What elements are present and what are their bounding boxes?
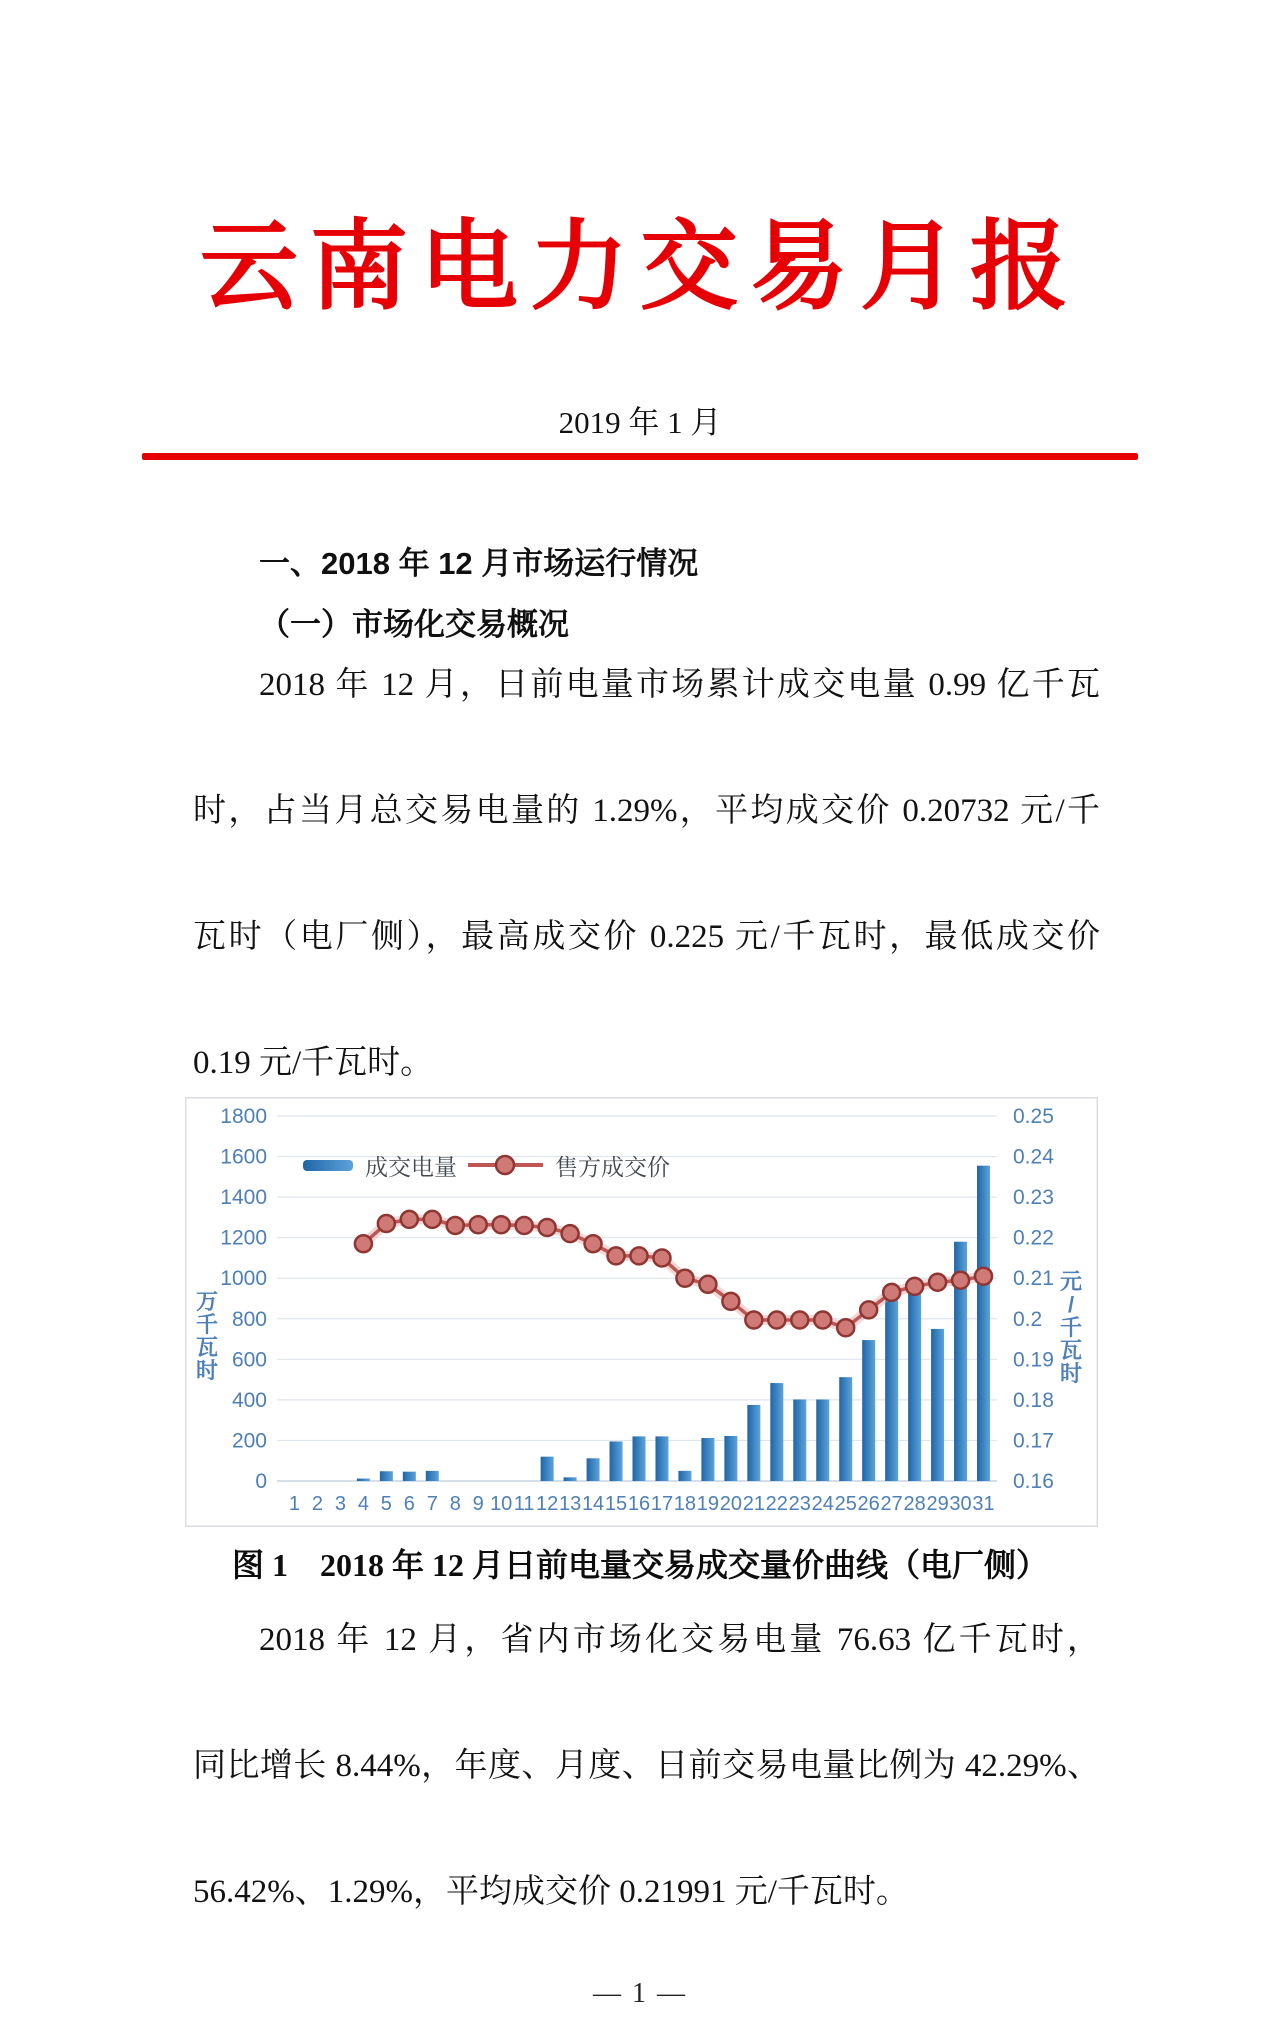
svg-text:2: 2 (311, 1493, 324, 1515)
svg-text:9: 9 (472, 1493, 484, 1515)
svg-text:4: 4 (357, 1493, 369, 1515)
svg-text:11: 11 (513, 1493, 535, 1515)
volume-bar (426, 1471, 439, 1481)
svg-text:27: 27 (880, 1493, 903, 1515)
report-page (0, 212, 1280, 2020)
svg-text:28: 28 (903, 1493, 926, 1515)
svg-text:0.23: 0.23 (1013, 1186, 1054, 1210)
svg-text:25: 25 (834, 1493, 857, 1515)
svg-text:14: 14 (581, 1493, 605, 1515)
volume-bar (587, 1458, 600, 1481)
svg-text:1: 1 (288, 1493, 301, 1515)
price-marker (906, 1278, 923, 1295)
svg-text:8: 8 (449, 1493, 461, 1515)
svg-text:18: 18 (673, 1493, 697, 1515)
svg-text:24: 24 (811, 1493, 834, 1515)
volume-price-chart (185, 1097, 1098, 1527)
price-marker (424, 1211, 441, 1228)
volume-bar (564, 1477, 577, 1481)
svg-text:0: 0 (255, 1470, 267, 1493)
volume-bar (747, 1405, 760, 1481)
price-marker (929, 1274, 946, 1291)
svg-text:0.19: 0.19 (1013, 1348, 1054, 1372)
volume-bar (862, 1340, 875, 1481)
price-marker (699, 1276, 716, 1293)
svg-text:3: 3 (334, 1493, 346, 1515)
page-number: — 1 — (593, 1978, 687, 2009)
price-marker (676, 1270, 693, 1287)
paragraph-line: 0.19 元/千瓦时。 (193, 1045, 434, 1081)
price-marker (791, 1311, 808, 1328)
price-marker (952, 1272, 969, 1289)
svg-text:600: 600 (231, 1348, 267, 1372)
price-marker (883, 1284, 900, 1301)
volume-bar (839, 1377, 852, 1481)
volume-bar (908, 1289, 921, 1481)
legend-line-marker (496, 1156, 514, 1174)
figure-1-chart (185, 1097, 1098, 1527)
volume-bar (701, 1438, 714, 1481)
svg-text:0.21: 0.21 (1013, 1267, 1054, 1291)
volume-bar (678, 1471, 691, 1481)
report-title: 云南电力交易月报 (199, 214, 1080, 322)
volume-bar (977, 1166, 990, 1481)
svg-text:30: 30 (949, 1493, 972, 1515)
svg-text:0.18: 0.18 (1013, 1388, 1054, 1412)
price-marker (516, 1217, 533, 1234)
svg-text:0.24: 0.24 (1013, 1145, 1054, 1169)
section-heading: 一、2018 年 12 月市场运行情况 (259, 546, 699, 581)
svg-text:200: 200 (231, 1429, 267, 1453)
price-marker (539, 1219, 556, 1236)
svg-text:0.16: 0.16 (1013, 1470, 1054, 1493)
legend-line-label: 售方成交价 (555, 1154, 670, 1180)
figure-1-caption: 图 1 2018 年 12 月日前电量交易成交量价曲线（电厂侧） (231, 1547, 1048, 1583)
legend-bar-label: 成交电量 (365, 1154, 457, 1180)
svg-text:0.22: 0.22 (1013, 1226, 1054, 1250)
legend-bar-swatch (303, 1160, 353, 1171)
price-marker (493, 1216, 510, 1233)
svg-text:31: 31 (972, 1493, 995, 1515)
svg-text:12: 12 (536, 1493, 559, 1515)
svg-text:21: 21 (742, 1493, 765, 1515)
right-axis-title: 元/千瓦时 (1059, 1269, 1083, 1386)
volume-bar (816, 1399, 829, 1481)
price-marker (722, 1293, 739, 1310)
price-marker (768, 1311, 785, 1328)
price-marker (814, 1311, 831, 1328)
volume-bar (885, 1301, 898, 1481)
paragraph-line: 时，占当月总交易电量的 1.29%，平均成交价 0.20732 元/千 (193, 793, 1100, 829)
svg-text:0.2: 0.2 (1013, 1307, 1043, 1331)
subsection-heading: （一）市场化交易概况 (259, 607, 569, 642)
price-marker (447, 1217, 464, 1234)
svg-text:19: 19 (696, 1493, 720, 1515)
volume-bar (357, 1479, 370, 1481)
volume-bar (403, 1472, 416, 1481)
svg-text:0.25: 0.25 (1013, 1105, 1054, 1128)
paragraph-line: 同比增长 8.44%，年度、月度、日前交易电量比例为 42.29%、 (193, 1748, 1100, 1784)
svg-text:20: 20 (719, 1493, 742, 1515)
volume-bar (931, 1329, 944, 1481)
svg-text:13: 13 (558, 1493, 582, 1515)
price-marker (355, 1235, 372, 1252)
svg-text:16: 16 (627, 1493, 651, 1515)
price-marker (745, 1311, 762, 1328)
svg-text:17: 17 (650, 1493, 674, 1515)
red-divider (142, 453, 1138, 460)
price-marker (837, 1319, 854, 1336)
svg-text:6: 6 (403, 1493, 415, 1515)
price-marker (975, 1268, 992, 1285)
report-date: 2019 年 1 月 (558, 405, 722, 440)
price-marker (653, 1249, 670, 1266)
price-marker (585, 1235, 602, 1252)
price-marker (562, 1225, 579, 1242)
paragraph-line: 2018 年 12 月，日前电量市场累计成交电量 0.99 亿千瓦 (259, 667, 1100, 703)
volume-bar (793, 1399, 806, 1481)
price-marker (860, 1301, 877, 1318)
paragraph-line: 2018 年 12 月，省内市场化交易电量 76.63 亿千瓦时， (259, 1622, 1100, 1658)
svg-text:1800: 1800 (220, 1105, 267, 1128)
svg-text:1400: 1400 (220, 1186, 267, 1210)
volume-bar (541, 1457, 554, 1481)
svg-text:15: 15 (604, 1493, 628, 1515)
svg-text:29: 29 (926, 1493, 949, 1515)
svg-text:1200: 1200 (220, 1226, 267, 1250)
volume-bar (770, 1383, 783, 1481)
svg-text:10: 10 (490, 1493, 513, 1515)
svg-text:26: 26 (857, 1493, 880, 1515)
svg-text:400: 400 (231, 1388, 267, 1412)
paragraph-line: 56.42%、1.29%，平均成交价 0.21991 元/千瓦时。 (193, 1874, 909, 1910)
svg-text:5: 5 (380, 1493, 392, 1515)
svg-text:7: 7 (426, 1493, 438, 1515)
svg-text:1600: 1600 (220, 1145, 267, 1169)
svg-text:800: 800 (231, 1307, 267, 1331)
volume-bar (724, 1436, 737, 1481)
volume-bar (655, 1436, 668, 1481)
svg-text:22: 22 (765, 1493, 788, 1515)
left-axis-title: 万千瓦时 (195, 1289, 219, 1383)
paragraph-2 (193, 1609, 1100, 1924)
svg-text:1000: 1000 (220, 1267, 267, 1291)
svg-text:23: 23 (788, 1493, 811, 1515)
price-marker (470, 1216, 487, 1233)
paragraph-1 (193, 654, 1100, 1095)
price-marker (631, 1247, 648, 1264)
price-marker (401, 1211, 418, 1228)
price-marker (608, 1247, 625, 1264)
volume-bar (380, 1471, 393, 1481)
price-marker (378, 1215, 395, 1232)
volume-bar (633, 1436, 646, 1481)
svg-text:0.17: 0.17 (1013, 1429, 1054, 1453)
volume-bar (610, 1441, 623, 1481)
paragraph-line: 瓦时（电厂侧），最高成交价 0.225 元/千瓦时，最低成交价 (193, 919, 1100, 955)
